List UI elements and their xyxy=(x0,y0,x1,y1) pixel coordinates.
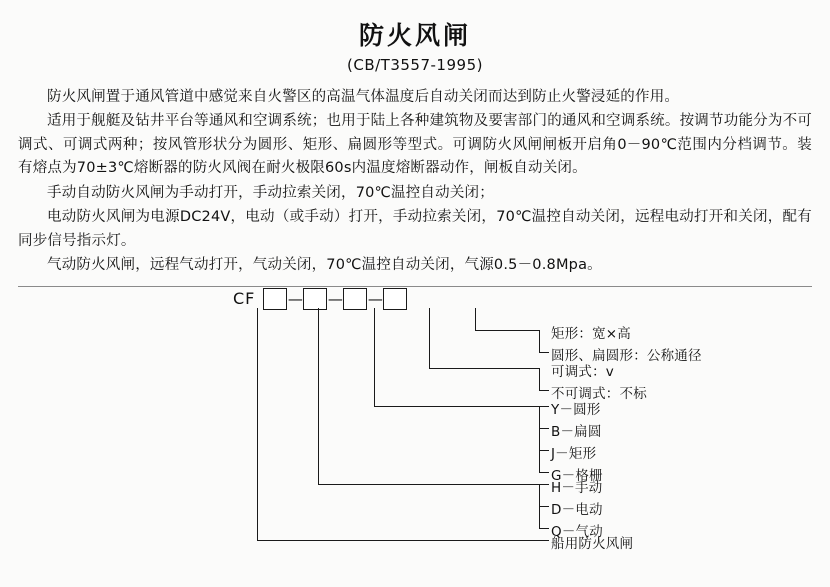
leader-line-v-4b xyxy=(539,330,540,352)
leader-line-h-1c xyxy=(539,528,549,529)
paragraph-1: 防火风闸置于通风管道中感觉来自火警区的高温气体温度后自动关闭而达到防止火警浸延的作用。 xyxy=(47,89,680,105)
diagram-top-rule xyxy=(18,286,812,287)
leader-line-h-1 xyxy=(318,484,539,485)
leader-line-h-2a xyxy=(539,406,549,407)
code-dash-3: — xyxy=(367,289,383,308)
diagram-label-6: B－扁圆 xyxy=(551,423,602,440)
model-code-row xyxy=(233,288,407,310)
diagram-label-4: 不可调式：不标 xyxy=(551,385,647,402)
diagram-label-10: D－电动 xyxy=(551,501,603,518)
code-box-2 xyxy=(303,288,327,310)
diagram-label-5: Y－圆形 xyxy=(551,401,601,418)
leader-line-h-2 xyxy=(374,406,539,407)
code-prefix: CF xyxy=(233,289,256,309)
diagram-label-2: 圆形、扁圆形：公称通径 xyxy=(551,347,702,364)
leader-line-v-3b xyxy=(539,368,540,390)
leader-line-h-3b xyxy=(539,390,549,391)
paragraph-2: 适用于舰艇及钻井平台等通风和空调系统；也用于陆上各种建筑物及要害部门的通风和空调系统。按调节功能分为不可调式、可调式两种；按风管形状分为圆形、矩形、扁圆形等型式。可调防火风闸闸板开启角0－90℃范围内分档调节。装有熔点为70±3℃熔断器的防火风阀在耐火极限60s内温度熔断器动作，闸板自动关闭。 xyxy=(18,113,812,177)
diagram-label-8: G－格栅 xyxy=(551,467,603,484)
leader-line-h-4a xyxy=(475,330,539,331)
leader-line-v-1 xyxy=(318,308,319,484)
code-box-4 xyxy=(383,288,407,310)
diagram-label-9: H－手动 xyxy=(551,479,603,496)
paragraph-4: 电动防火风闸为电源DC24V，电动（或手动）打开，手动拉索关闭，70℃温控自动关闭，远程电动打开和关闭，配有同步信号指示灯。 xyxy=(18,209,812,249)
code-dash-2: — xyxy=(327,289,343,308)
diagram-label-7: J－矩形 xyxy=(551,445,597,462)
leader-line-v-4 xyxy=(475,308,476,330)
leader-line-h-0 xyxy=(257,540,549,541)
leader-line-v-0 xyxy=(257,308,258,540)
standard-code: (CB/T3557-1995) xyxy=(347,56,483,74)
diagram-label-11: Q－气动 xyxy=(551,523,603,540)
leader-line-h-4b xyxy=(539,352,549,353)
model-code-diagram xyxy=(18,286,812,552)
diagram-label-12: 船用防火风闸 xyxy=(551,535,634,552)
code-box-3 xyxy=(343,288,367,310)
leader-line-v-2 xyxy=(374,308,375,406)
paragraph-3: 手动自动防火风闸为手动打开，手动拉索关闭，70℃温控自动关闭； xyxy=(47,184,494,201)
diagram-label-1: 矩形：宽×高 xyxy=(551,325,632,342)
leader-line-h-2d xyxy=(539,472,549,473)
leader-line-h-2c xyxy=(539,450,549,451)
leader-line-h-3 xyxy=(429,368,539,369)
code-box-1 xyxy=(263,288,287,310)
page-title: 防火风闸 xyxy=(358,21,471,50)
leader-line-h-1a xyxy=(539,484,549,485)
paragraph-5: 气动防火风闸，远程气动打开，气动关闭，70℃温控自动关闭，气源0.5－0.8Mpa。 xyxy=(47,257,602,274)
leader-line-h-2b xyxy=(539,428,549,429)
leader-line-h-1b xyxy=(539,506,549,507)
leader-line-v-2b xyxy=(539,406,540,472)
code-dash-1: — xyxy=(287,289,303,308)
leader-line-v-3 xyxy=(429,308,430,368)
diagram-label-3: 可调式：v xyxy=(551,363,614,380)
